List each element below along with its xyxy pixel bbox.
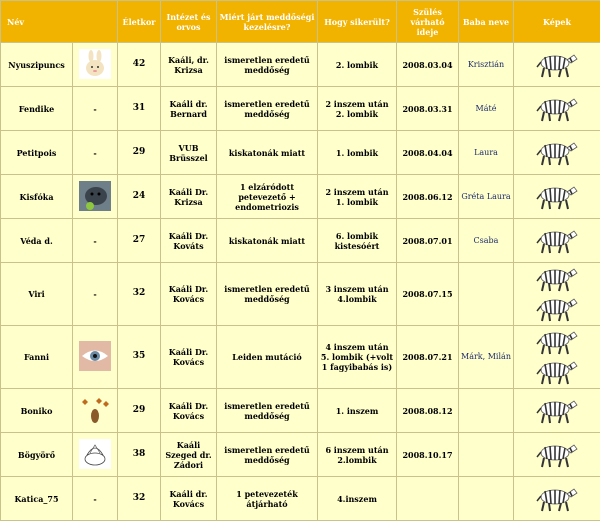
member-images bbox=[514, 389, 600, 433]
member-photo bbox=[73, 43, 118, 87]
bunny-avatar-icon bbox=[79, 49, 111, 79]
member-age: 29 bbox=[118, 131, 161, 175]
member-due-date: 2008.03.31 bbox=[397, 87, 459, 131]
member-name: Kisfóka bbox=[1, 175, 73, 219]
member-name: Bögyörő bbox=[1, 433, 73, 477]
table-row bbox=[1, 433, 600, 477]
member-reason: ismeretlen eredetű meddőség bbox=[217, 263, 318, 326]
member-photo: - bbox=[73, 87, 118, 131]
member-images bbox=[514, 43, 600, 87]
member-age: 31 bbox=[118, 87, 161, 131]
member-photo bbox=[73, 175, 118, 219]
member-photo: - bbox=[73, 131, 118, 175]
table-row bbox=[1, 389, 600, 433]
member-age: 38 bbox=[118, 433, 161, 477]
member-photo bbox=[73, 433, 118, 477]
member-due-date bbox=[397, 477, 459, 521]
member-age: 29 bbox=[118, 389, 161, 433]
member-success: 2 inszem után 1. lombik bbox=[318, 175, 397, 219]
member-age: 42 bbox=[118, 43, 161, 87]
member-success: 2. lombik bbox=[318, 43, 397, 87]
table-row bbox=[1, 477, 600, 521]
zebra-icon bbox=[535, 182, 579, 210]
member-success: 4 inszem után 5. lombik (+volt 1 fagyibabás is) bbox=[318, 326, 397, 389]
zebra-icon bbox=[535, 226, 579, 254]
table-row bbox=[1, 175, 600, 219]
member-success: 2 inszem után 2. lombik bbox=[318, 87, 397, 131]
member-reason: 1 elzáródott petevezető + endometriozis bbox=[217, 175, 318, 219]
zebra-icon bbox=[535, 396, 579, 424]
table-row bbox=[1, 219, 600, 263]
member-reason: ismeretlen eredetű meddőség bbox=[217, 433, 318, 477]
member-success: 1. inszem bbox=[318, 389, 397, 433]
member-age: 32 bbox=[118, 477, 161, 521]
member-age: 27 bbox=[118, 219, 161, 263]
member-images bbox=[514, 477, 600, 521]
zebra-icon bbox=[535, 294, 579, 322]
member-photo: - bbox=[73, 219, 118, 263]
header-row bbox=[1, 1, 600, 43]
header-name: Név bbox=[1, 1, 118, 43]
zebra-icon bbox=[535, 264, 579, 292]
member-due-date: 2008.03.04 bbox=[397, 43, 459, 87]
member-success: 6. lombik kistesóért bbox=[318, 219, 397, 263]
member-images bbox=[514, 175, 600, 219]
dogs-icon bbox=[79, 395, 111, 425]
zebra-icon bbox=[535, 357, 579, 385]
member-photo: - bbox=[73, 477, 118, 521]
header-clinic: Intézet és orvos bbox=[161, 1, 217, 43]
member-images bbox=[514, 433, 600, 477]
member-age: 35 bbox=[118, 326, 161, 389]
member-clinic: Kaáli dr. Kovács bbox=[161, 477, 217, 521]
member-clinic: Kaáli Dr. Kovács bbox=[161, 326, 217, 389]
member-reason: kiskatonák miatt bbox=[217, 219, 318, 263]
member-name: Véda d. bbox=[1, 219, 73, 263]
zebra-icon bbox=[535, 50, 579, 78]
member-photo: - bbox=[73, 263, 118, 326]
member-reason: 1 petevezeték átjárható bbox=[217, 477, 318, 521]
member-baby-name bbox=[459, 263, 514, 326]
member-images bbox=[514, 326, 600, 389]
zebra-icon bbox=[535, 440, 579, 468]
member-clinic: Kaáli Dr. Kováts bbox=[161, 219, 217, 263]
table-row bbox=[1, 326, 600, 389]
member-success: 1. lombik bbox=[318, 131, 397, 175]
member-images bbox=[514, 219, 600, 263]
member-success: 6 inszem után 2.lombik bbox=[318, 433, 397, 477]
member-name: Petitpois bbox=[1, 131, 73, 175]
header-baby: Baba neve bbox=[459, 1, 514, 43]
member-name: Viri bbox=[1, 263, 73, 326]
member-name: Fanni bbox=[1, 326, 73, 389]
member-baby-name bbox=[459, 389, 514, 433]
table-row bbox=[1, 131, 600, 175]
member-reason: ismeretlen eredetű meddőség bbox=[217, 43, 318, 87]
header-due: Szülés várható ideje bbox=[397, 1, 459, 43]
member-photo bbox=[73, 326, 118, 389]
table-row bbox=[1, 43, 600, 87]
member-name: Boniko bbox=[1, 389, 73, 433]
header-success: Hogy sikerült? bbox=[318, 1, 397, 43]
zebra-icon bbox=[535, 138, 579, 166]
member-name: Fendike bbox=[1, 87, 73, 131]
member-due-date: 2008.06.12 bbox=[397, 175, 459, 219]
member-images bbox=[514, 263, 600, 326]
eye-photo-icon bbox=[79, 341, 111, 371]
member-clinic: Kaáli Dr. Kovács bbox=[161, 389, 217, 433]
header-images: Képek bbox=[514, 1, 600, 43]
member-age: 32 bbox=[118, 263, 161, 326]
table-row bbox=[1, 263, 600, 326]
header-age: Életkor bbox=[118, 1, 161, 43]
member-reason: Leiden mutáció bbox=[217, 326, 318, 389]
member-due-date: 2008.04.04 bbox=[397, 131, 459, 175]
member-due-date: 2008.07.01 bbox=[397, 219, 459, 263]
member-baby-name: Márk, Milán bbox=[459, 326, 514, 389]
member-clinic: Kaáli Szeged dr. Zádori bbox=[161, 433, 217, 477]
table-row bbox=[1, 87, 600, 131]
member-success: 3 inszem után 4.lombik bbox=[318, 263, 397, 326]
member-baby-name: Laura bbox=[459, 131, 514, 175]
member-baby-name: Csaba bbox=[459, 219, 514, 263]
member-due-date: 2008.10.17 bbox=[397, 433, 459, 477]
member-reason: kiskatonák miatt bbox=[217, 131, 318, 175]
member-baby-name: Máté bbox=[459, 87, 514, 131]
sketch-drawing-icon bbox=[79, 439, 111, 469]
member-due-date: 2008.07.21 bbox=[397, 326, 459, 389]
member-images bbox=[514, 131, 600, 175]
member-name: Katica_75 bbox=[1, 477, 73, 521]
member-reason: ismeretlen eredetű meddőség bbox=[217, 389, 318, 433]
member-name: Nyuszipuncs bbox=[1, 43, 73, 87]
member-clinic: VUB Brüsszel bbox=[161, 131, 217, 175]
member-clinic: Kaáli dr. Bernard bbox=[161, 87, 217, 131]
member-baby-name: Krisztián bbox=[459, 43, 514, 87]
member-clinic: Kaáli Dr. Krizsa bbox=[161, 175, 217, 219]
member-age: 24 bbox=[118, 175, 161, 219]
zebra-icon bbox=[535, 327, 579, 355]
member-baby-name bbox=[459, 433, 514, 477]
member-clinic: Kaáli, dr. Krizsa bbox=[161, 43, 217, 87]
member-due-date: 2008.08.12 bbox=[397, 389, 459, 433]
member-baby-name: Gréta Laura bbox=[459, 175, 514, 219]
member-baby-name bbox=[459, 477, 514, 521]
member-success: 4.inszem bbox=[318, 477, 397, 521]
member-due-date: 2008.07.15 bbox=[397, 263, 459, 326]
member-reason: ismeretlen eredetű meddőség bbox=[217, 87, 318, 131]
header-reason: Miért járt meddőségi kezelésre? bbox=[217, 1, 318, 43]
member-clinic: Kaáli Dr. Kovács bbox=[161, 263, 217, 326]
member-photo bbox=[73, 389, 118, 433]
seal-photo-icon bbox=[79, 181, 111, 211]
zebra-icon bbox=[535, 484, 579, 512]
member-images bbox=[514, 87, 600, 131]
zebra-icon bbox=[535, 94, 579, 122]
